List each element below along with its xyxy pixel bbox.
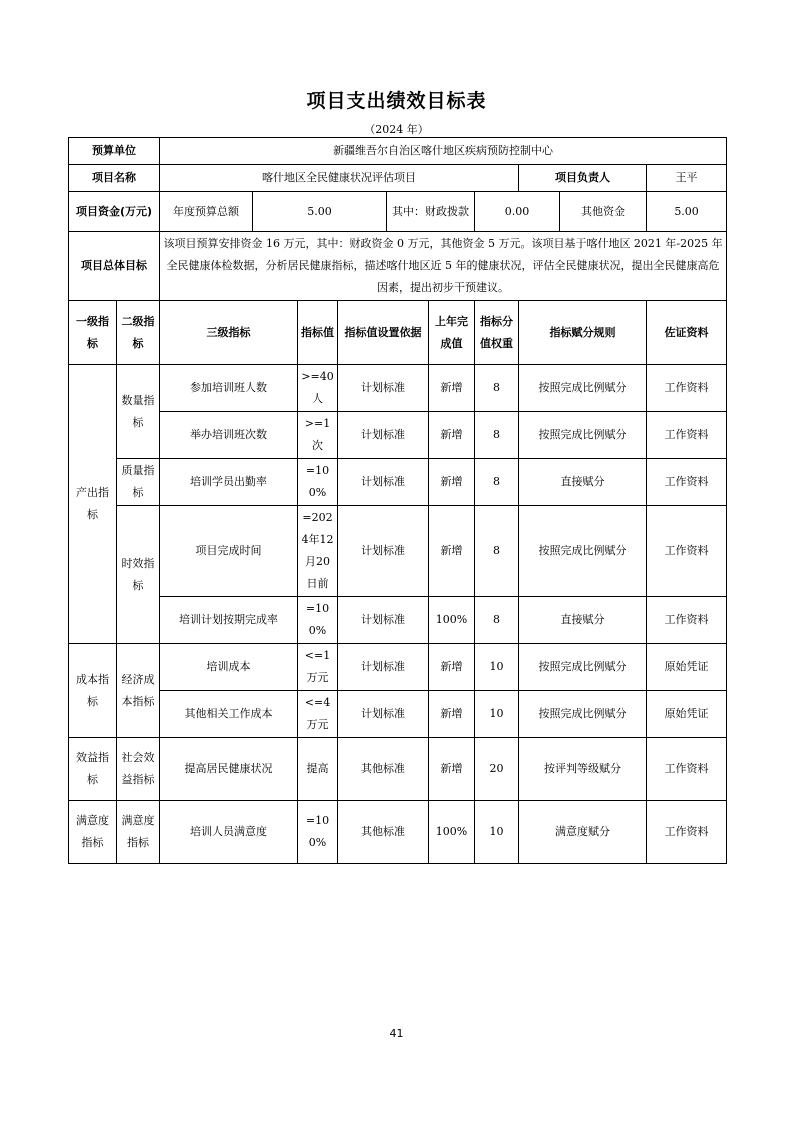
row-basis: 计划标准: [338, 597, 429, 644]
row-weight: 8: [475, 597, 519, 644]
project-name-value: 喀什地区全民健康状况评估项目: [160, 165, 519, 192]
header-level1: 一级指标: [69, 301, 117, 365]
row-basis: 其他标准: [338, 801, 429, 864]
page-title: 项目支出绩效目标表: [306, 90, 487, 112]
row-basis: 其他标准: [338, 738, 429, 801]
row-last: 新增: [429, 412, 475, 459]
row-basis: 计划标准: [338, 412, 429, 459]
funds-label: 项目资金(万元): [69, 192, 160, 232]
row-evidence: 工作资料: [647, 365, 727, 412]
header-weight: 指标分值权重: [475, 301, 519, 365]
row-name: 培训人员满意度: [160, 801, 298, 864]
row-name: 参加培训班人数: [160, 365, 298, 412]
row-weight: 10: [475, 691, 519, 738]
row-last: 100%: [429, 597, 475, 644]
subgroup-social: 社会效益指标: [117, 738, 160, 801]
project-owner-value: 王平: [647, 165, 727, 192]
budget-unit-label: 预算单位: [69, 138, 160, 165]
fiscal-funds-value: 0.00: [475, 192, 560, 232]
row-evidence: 工作资料: [647, 597, 727, 644]
row-weight: 10: [475, 801, 519, 864]
row-value: =2024年12月20日前: [298, 506, 338, 597]
row-name: 培训学员出勤率: [160, 459, 298, 506]
row-rule: 按照完成比例赋分: [519, 691, 647, 738]
header-last-year: 上年完成值: [429, 301, 475, 365]
performance-table: [68, 137, 727, 864]
row-last: 100%: [429, 801, 475, 864]
row-value: =100%: [298, 597, 338, 644]
row-weight: 8: [475, 365, 519, 412]
budget-unit-value: 新疆维吾尔自治区喀什地区疾病预防控制中心: [160, 138, 727, 165]
project-owner-label: 项目负责人: [519, 165, 647, 192]
row-name: 项目完成时间: [160, 506, 298, 597]
row-basis: 计划标准: [338, 365, 429, 412]
row-last: 新增: [429, 738, 475, 801]
fiscal-funds-label: 其中：财政拨款: [387, 192, 475, 232]
year-label: （2024 年）: [364, 123, 429, 136]
row-value: >=1次: [298, 412, 338, 459]
header-level2: 二级指标: [117, 301, 160, 365]
page-number: 41: [389, 1027, 404, 1040]
header-level3: 三级指标: [160, 301, 298, 365]
row-last: 新增: [429, 691, 475, 738]
row-rule: 按评判等级赋分: [519, 738, 647, 801]
row-weight: 8: [475, 412, 519, 459]
row-value: <=4万元: [298, 691, 338, 738]
header-evidence: 佐证资料: [647, 301, 727, 365]
subgroup-quantity: 数量指标: [117, 365, 160, 459]
row-basis: 计划标准: [338, 691, 429, 738]
group-output: 产出指标: [69, 365, 117, 644]
row-evidence: 工作资料: [647, 459, 727, 506]
subgroup-economic: 经济成本指标: [117, 644, 160, 738]
row-evidence: 工作资料: [647, 738, 727, 801]
row-rule: 按照完成比例赋分: [519, 506, 647, 597]
row-name: 其他相关工作成本: [160, 691, 298, 738]
row-name: 培训成本: [160, 644, 298, 691]
annual-budget-value: 5.00: [253, 192, 387, 232]
row-name: 培训计划按期完成率: [160, 597, 298, 644]
row-last: 新增: [429, 459, 475, 506]
other-funds-label: 其他资金: [560, 192, 647, 232]
other-funds-value: 5.00: [647, 192, 727, 232]
project-name-label: 项目名称: [69, 165, 160, 192]
row-rule: 直接赋分: [519, 597, 647, 644]
row-last: 新增: [429, 644, 475, 691]
row-weight: 20: [475, 738, 519, 801]
header-basis: 指标值设置依据: [338, 301, 429, 365]
group-satisfaction: 满意度指标: [69, 801, 117, 864]
subgroup-timeliness: 时效指标: [117, 506, 160, 644]
row-name: 提高居民健康状况: [160, 738, 298, 801]
annual-budget-label: 年度预算总额: [160, 192, 253, 232]
row-evidence: 工作资料: [647, 801, 727, 864]
goal-text: 该项目预算安排资金 16 万元，其中：财政资金 0 万元，其他资金 5 万元。该项目基于喀什地区 2021 年-2025 年全民健康体检数据，分析居民健康指标，描述喀什地区近 5 年的健康状况，评估全民健康状况，提出全民健康高危因素，提出初步干预建议。: [160, 232, 727, 301]
subgroup-satisfaction: 满意度指标: [117, 801, 160, 864]
row-value: =100%: [298, 459, 338, 506]
row-last: 新增: [429, 506, 475, 597]
goal-label: 项目总体目标: [69, 232, 160, 301]
row-value: 提高: [298, 738, 338, 801]
header-value: 指标值: [298, 301, 338, 365]
group-benefit: 效益指标: [69, 738, 117, 801]
row-value: =100%: [298, 801, 338, 864]
row-evidence: 原始凭证: [647, 644, 727, 691]
row-basis: 计划标准: [338, 644, 429, 691]
row-evidence: 工作资料: [647, 506, 727, 597]
row-rule: 直接赋分: [519, 459, 647, 506]
row-rule: 按照完成比例赋分: [519, 644, 647, 691]
row-basis: 计划标准: [338, 459, 429, 506]
row-value: <=1万元: [298, 644, 338, 691]
row-weight: 10: [475, 644, 519, 691]
row-weight: 8: [475, 459, 519, 506]
row-rule: 按照完成比例赋分: [519, 365, 647, 412]
row-name: 举办培训班次数: [160, 412, 298, 459]
row-last: 新增: [429, 365, 475, 412]
header-rule: 指标赋分规则: [519, 301, 647, 365]
row-evidence: 原始凭证: [647, 691, 727, 738]
row-evidence: 工作资料: [647, 412, 727, 459]
row-basis: 计划标准: [338, 506, 429, 597]
row-rule: 满意度赋分: [519, 801, 647, 864]
group-cost: 成本指标: [69, 644, 117, 738]
row-rule: 按照完成比例赋分: [519, 412, 647, 459]
subgroup-quality: 质量指标: [117, 459, 160, 506]
row-value: >=40人: [298, 365, 338, 412]
row-weight: 8: [475, 506, 519, 597]
